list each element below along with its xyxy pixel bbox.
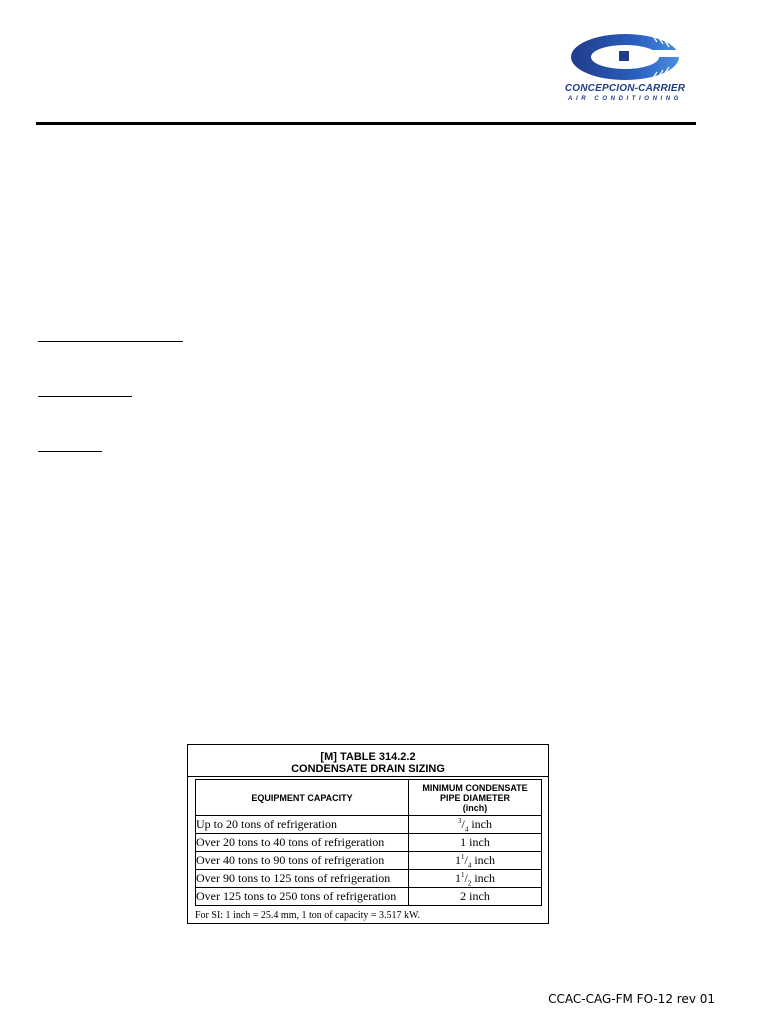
document-code: CCAC-CAG-FM FO-12 rev 01 [548, 992, 715, 1006]
table-title: [M] TABLE 314.2.2 [320, 751, 416, 763]
pipe-diameter-cell: $1^1/_2$ inch [409, 870, 542, 888]
diameter-whole: 2 [460, 889, 467, 903]
diameter-unit: inch [469, 835, 490, 849]
diameter-unit: inch [474, 871, 495, 885]
company-logo [555, 32, 695, 107]
pipe-diameter-cell: $^3/_4$ inch [409, 816, 542, 834]
table-row [196, 834, 542, 852]
diameter-whole: 1 [454, 853, 461, 867]
logo-tagline: AIR CONDITIONING [568, 96, 682, 102]
table-row [196, 816, 542, 834]
diameter-unit: inch [471, 817, 492, 831]
diameter-header-line-3: (inch) [462, 802, 488, 813]
diameter-whole: 1 [460, 835, 467, 849]
blank-underline-field-2 [38, 396, 132, 397]
column-header-capacity: EQUIPMENT CAPACITY [196, 780, 409, 816]
pipe-diameter-cell [409, 834, 542, 852]
sizing-grid [195, 779, 542, 906]
equipment-capacity-cell: Over 125 tons to 250 tons of refrigeration [196, 888, 409, 906]
pipe-diameter-cell: $1^1/_4$ inch [409, 852, 542, 870]
blank-underline-field-3 [38, 451, 102, 452]
table-footnote: For SI: 1 inch = 25.4 mm, 1 ton of capacity = 3.517 kW. [195, 910, 421, 921]
column-header-diameter [409, 780, 542, 816]
logo-company-name: CONCEPCION-CARRIER [564, 83, 686, 94]
diameter-whole: 1 [454, 871, 461, 885]
equipment-capacity-cell: Over 40 tons to 90 tons of refrigeration [196, 852, 409, 870]
diameter-denominator: 4 [464, 825, 469, 834]
header-rule [36, 122, 696, 125]
equipment-capacity-cell: Over 20 tons to 40 tons of refrigeration [196, 834, 409, 852]
diameter-numerator: 1 [460, 871, 465, 879]
diameter-unit: inch [474, 853, 495, 867]
diameter-unit: inch [469, 889, 490, 903]
diameter-header-line-1: MINIMUM CONDENSATE [422, 782, 528, 793]
condensate-drain-table [187, 744, 549, 924]
concepcion-carrier-logo-icon [569, 32, 681, 82]
table-row [196, 888, 542, 906]
diameter-header-line-2: PIPE DIAMETER [439, 792, 510, 803]
blank-underline-field-1 [38, 341, 183, 342]
pipe-diameter-cell [409, 888, 542, 906]
table-row [196, 870, 542, 888]
table-subtitle: CONDENSATE DRAIN SIZING [291, 763, 445, 775]
table-title-divider [188, 776, 548, 777]
diameter-numerator: 1 [460, 853, 465, 861]
equipment-capacity-cell: Up to 20 tons of refrigeration [196, 816, 409, 834]
diameter-numerator: 3 [457, 817, 462, 825]
equipment-capacity-cell: Over 90 tons to 125 tons of refrigeration [196, 870, 409, 888]
diameter-denominator: 4 [467, 861, 472, 870]
table-row [196, 852, 542, 870]
diameter-denominator: 2 [467, 879, 472, 888]
